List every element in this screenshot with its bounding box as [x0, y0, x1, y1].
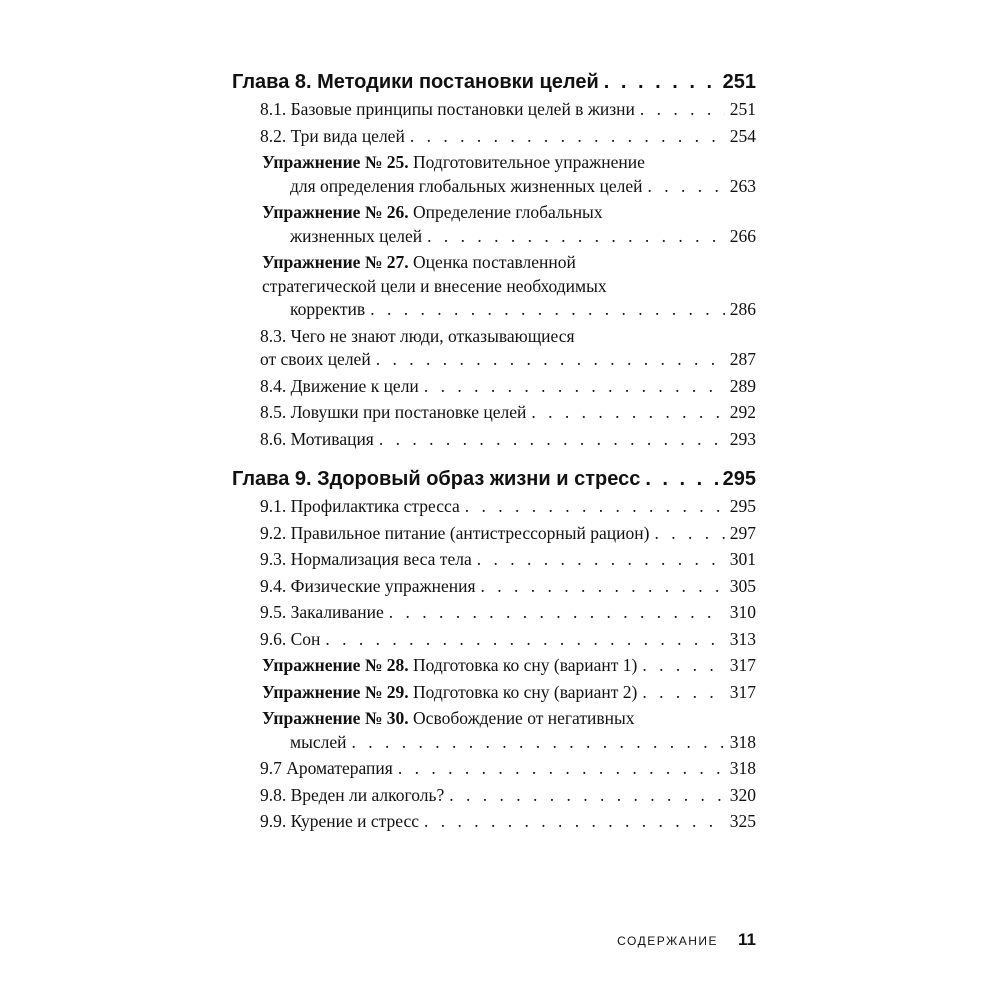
dot-leader	[465, 495, 725, 519]
dot-leader	[449, 784, 725, 808]
dot-leader	[410, 125, 725, 149]
dot-leader	[481, 575, 725, 599]
entry-title-text: стратегической цели и внесение необходимых	[262, 275, 607, 296]
entry-text	[260, 810, 419, 834]
dot-leader	[427, 225, 725, 249]
dot-leader	[647, 175, 724, 199]
toc-section-entry[interactable]	[232, 495, 756, 519]
entry-page-number: 289	[729, 375, 756, 396]
dot-leader	[604, 68, 718, 96]
entry-line	[262, 681, 756, 705]
entry-line	[260, 757, 756, 781]
entry-page-number: 263	[729, 175, 756, 196]
toc-chapter	[232, 465, 756, 834]
entry-line	[260, 601, 756, 625]
entry-text	[260, 784, 444, 808]
toc-section-entry[interactable]	[232, 548, 756, 572]
toc-section-entry[interactable]	[232, 428, 756, 452]
exercise-label: Упражнение № 29.	[262, 681, 409, 702]
toc-section-entry[interactable]	[232, 601, 756, 625]
entry-title-text: 8.2. Три вида целей	[260, 125, 405, 146]
entry-text	[260, 348, 371, 372]
running-footer-label: СОДЕРЖАНИЕ	[617, 934, 719, 948]
toc-chapter	[232, 68, 756, 451]
toc-section-entry[interactable]	[232, 784, 756, 808]
entry-line	[290, 225, 756, 249]
entry-title-text: жизненных целей	[290, 225, 423, 246]
entry-text	[260, 401, 526, 425]
toc-section-entry[interactable]	[232, 98, 756, 122]
entry-text	[290, 225, 422, 249]
dot-leader	[389, 601, 725, 625]
entry-line	[290, 175, 756, 199]
entry-title-text: Подготовка ко сну (вариант 2)	[413, 681, 638, 702]
entry-line	[260, 375, 756, 399]
entry-line	[262, 275, 756, 299]
entry-title-text: 9.4. Физические упражнения	[260, 575, 476, 596]
entry-page-number: 325	[729, 811, 756, 831]
entry-text	[260, 757, 393, 781]
dot-leader	[376, 348, 725, 372]
entry-page-number: 317	[729, 655, 756, 675]
entry-page-number: 310	[729, 602, 756, 622]
entry-page-number: 297	[729, 522, 756, 543]
entry-title-text: 8.6. Мотивация	[260, 428, 374, 449]
toc-section-entry[interactable]	[232, 125, 756, 149]
entry-page-number: 301	[729, 549, 756, 569]
entry-title-text: мыслей	[290, 731, 347, 752]
entry-title-text: 8.4. Движение к цели	[260, 375, 419, 396]
entry-page-number: 266	[729, 225, 756, 246]
entry-line	[290, 298, 756, 322]
dot-leader	[325, 628, 724, 652]
toc-exercise-entry[interactable]	[232, 654, 756, 678]
entry-line	[262, 201, 756, 225]
entry-line	[260, 401, 756, 425]
toc-section-entry[interactable]	[232, 628, 756, 652]
entry-page-number: 318	[729, 731, 756, 752]
entry-page-number: 254	[729, 125, 756, 146]
dot-leader	[640, 98, 725, 122]
exercise-label: Упражнение № 27.	[262, 252, 409, 272]
entry-title-text: 9.5. Закаливание	[260, 602, 384, 622]
entry-title-text: 9.1. Профилактика стресса	[260, 496, 460, 516]
entry-line	[260, 628, 756, 652]
entry-title-text: 9.7 Ароматерапия	[260, 758, 393, 778]
entry-title-text: 8.5. Ловушки при постановке целей	[260, 402, 527, 422]
entry-title-text: 9.2. Правильное питание (антистрессорный рацион)	[260, 522, 650, 543]
toc-section-entry[interactable]	[232, 325, 756, 372]
entry-text	[260, 575, 476, 599]
entry-page-number: 287	[729, 349, 756, 369]
page-footer	[617, 930, 756, 950]
entry-title-text: 9.3. Нормализация веса тела	[260, 549, 472, 569]
toc-exercise-entry[interactable]	[232, 681, 756, 705]
entry-text	[262, 708, 635, 728]
entry-title-text: Оценка поставленной	[413, 252, 576, 272]
entry-text	[260, 125, 405, 149]
toc-exercise-entry[interactable]	[232, 201, 756, 248]
dot-leader	[424, 375, 725, 399]
entry-text	[262, 276, 607, 296]
dot-leader	[642, 681, 724, 705]
entry-text	[260, 628, 320, 652]
entry-page-number: 292	[729, 402, 756, 422]
dot-leader	[379, 428, 725, 452]
entry-title-text: 8.1. Базовые принципы постановки целей в жизни	[260, 99, 635, 119]
chapter-page-number: 295	[722, 468, 756, 490]
entry-line	[260, 325, 756, 349]
entry-line	[290, 731, 756, 755]
chapter-page-number: 251	[722, 71, 756, 93]
entry-line	[262, 707, 756, 731]
toc-exercise-entry[interactable]	[232, 707, 756, 754]
entry-title-text: 9.8. Вреден ли алкоголь?	[260, 784, 445, 805]
dot-leader	[398, 757, 725, 781]
entry-line	[260, 810, 756, 834]
entry-page-number: 317	[729, 681, 756, 702]
entry-line	[260, 348, 756, 372]
entry-line	[262, 151, 756, 175]
entry-line	[260, 522, 756, 546]
entry-text	[260, 326, 575, 346]
exercise-label: Упражнение № 28.	[262, 655, 409, 675]
exercise-label: Упражнение № 25.	[262, 152, 409, 172]
toc-section-entry[interactable]	[232, 575, 756, 599]
chapter-heading[interactable]	[232, 68, 756, 96]
toc-exercise-entry[interactable]	[232, 251, 756, 322]
dot-leader	[370, 298, 725, 322]
entry-text	[260, 428, 374, 452]
chapter-title: Глава 9. Здоровый образ жизни и стресс	[232, 468, 641, 490]
exercise-label: Упражнение № 26.	[262, 202, 409, 222]
entry-page-number: 313	[729, 628, 756, 649]
entry-page-number: 251	[729, 99, 756, 119]
toc-exercise-entry[interactable]	[232, 151, 756, 198]
entry-text	[290, 298, 365, 322]
exercise-label: Упражнение № 30.	[262, 708, 409, 728]
entry-page-number: 320	[729, 784, 756, 805]
entry-text	[290, 731, 346, 755]
dot-leader	[654, 522, 724, 546]
entry-text	[290, 175, 642, 199]
entry-text	[262, 202, 603, 222]
entry-page-number: 286	[729, 299, 756, 319]
entry-page-number: 293	[729, 428, 756, 449]
entry-text	[262, 152, 645, 172]
entry-line	[260, 548, 756, 572]
entry-page-number: 295	[729, 496, 756, 516]
entry-line	[262, 251, 756, 275]
entry-text	[260, 98, 635, 122]
entry-line	[260, 125, 756, 149]
entry-page-number: 318	[729, 758, 756, 778]
entry-line	[260, 495, 756, 519]
toc-section-entry[interactable]	[232, 522, 756, 546]
entry-line	[260, 784, 756, 808]
entry-line	[260, 428, 756, 452]
entry-text	[260, 548, 472, 572]
entry-title-text: Подготовительное упражнение	[413, 152, 645, 172]
entry-text	[262, 681, 637, 705]
entry-title-text: Освобождение от негативных	[413, 708, 635, 728]
entry-title-text: Определение глобальных	[413, 202, 603, 222]
chapter-title: Глава 8. Методики постановки целей	[232, 71, 599, 93]
dot-leader	[645, 465, 717, 493]
entry-title-text: корректив	[290, 299, 366, 319]
dot-leader	[531, 401, 724, 425]
entry-title-text: 9.6. Сон	[260, 628, 321, 649]
entry-text	[262, 654, 637, 678]
entry-line	[262, 654, 756, 678]
chapter-heading[interactable]	[232, 465, 756, 493]
page-number: 11	[738, 930, 756, 949]
entry-title-text: 8.3. Чего не знают люди, отказывающиеся	[260, 325, 575, 346]
toc-section-entry[interactable]	[232, 401, 756, 425]
toc-section-entry[interactable]	[232, 757, 756, 781]
entry-page-number: 305	[729, 575, 756, 596]
entry-text	[260, 375, 419, 399]
entry-text	[260, 522, 649, 546]
toc-section-entry[interactable]	[232, 810, 756, 834]
entry-line	[260, 575, 756, 599]
dot-leader	[642, 654, 724, 678]
dot-leader	[424, 810, 725, 834]
entry-title-text: для определения глобальных жизненных целей	[290, 175, 643, 196]
entry-text	[262, 252, 576, 272]
dot-leader	[351, 731, 724, 755]
entry-title-text: Подготовка ко сну (вариант 1)	[413, 655, 638, 675]
table-of-contents	[232, 68, 756, 848]
dot-leader	[477, 548, 725, 572]
entry-text	[260, 601, 384, 625]
entry-text	[260, 495, 460, 519]
entry-title-text: от своих целей	[260, 349, 371, 369]
entry-line	[260, 98, 756, 122]
toc-section-entry[interactable]	[232, 375, 756, 399]
entry-title-text: 9.9. Курение и стресс	[260, 811, 419, 831]
